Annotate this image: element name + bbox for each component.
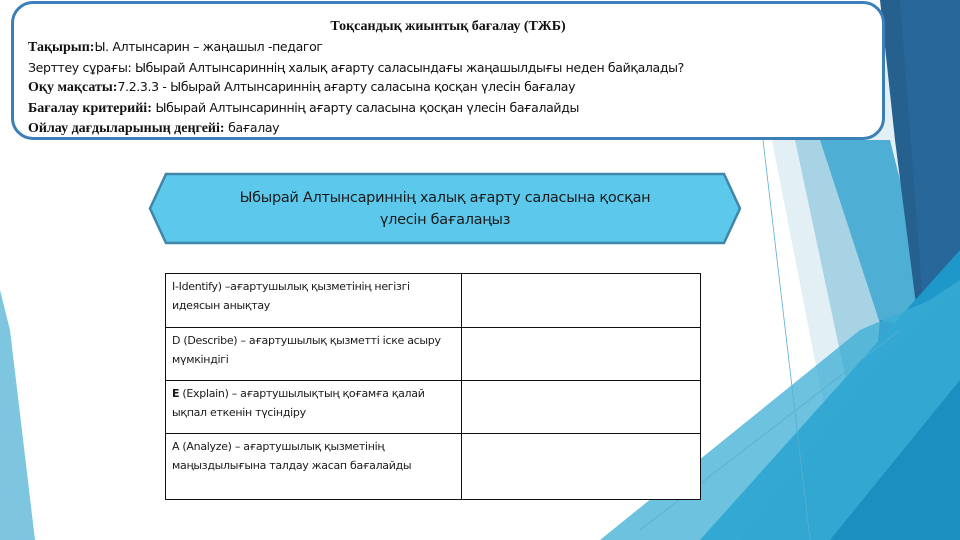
criterion-cell (166, 274, 462, 328)
table-row (166, 381, 701, 434)
criterion-cell (166, 434, 462, 500)
thinking-skills-line (28, 118, 882, 139)
criterion-letter: A (172, 440, 180, 453)
topic-value: Ы. Алтынсарин – жаңашыл -педагог (94, 39, 323, 54)
research-question-value: Зерттеу сұрағы: Ыбырай Алтынсариннің халық ағарту саласындағы жаңашылдығы неден байқалады? (28, 59, 684, 75)
table-row (166, 328, 701, 381)
assessment-info-box (11, 1, 885, 140)
criterion-text: (Analyze) – ағартушылық қызметінің маңыздылығына талдау жасап бағалайды (172, 440, 412, 472)
assessment-criterion-label: Бағалау критерийі: (28, 100, 152, 116)
answer-cell[interactable] (462, 328, 701, 381)
criterion-letter: D (172, 334, 181, 347)
table-row (166, 434, 701, 500)
criterion-text: (Describe) – ағартушылық қызметті іске асыру мүмкіндігі (172, 334, 441, 366)
learning-objective-line (28, 77, 882, 98)
task-banner (148, 172, 742, 245)
thinking-skills-value: бағалау (224, 120, 280, 135)
criterion-text: (Explain) – ағартушылықтың қоғамға қалай ықпал еткенін түсіндіру (172, 387, 425, 419)
learning-objective-value: 7.2.3.3 - Ыбырай Алтынсариннің ағарту саласына қосқан үлесін бағалау (117, 79, 576, 94)
assessment-title: Тоқсандық жиынтық бағалау (ТЖБ) (330, 19, 566, 34)
criterion-letter: I (172, 280, 175, 293)
answer-cell[interactable] (462, 434, 701, 500)
criterion-cell (166, 381, 462, 434)
table-row (166, 274, 701, 328)
assessment-criterion-line (28, 98, 882, 119)
answer-cell[interactable] (462, 381, 701, 434)
criterion-text: -Identify) –ағартушылық қызметінің негізгі идеясын анықтау (172, 280, 410, 312)
assessment-criterion-value: Ыбырай Алтынсариннің ағарту саласына қосқан үлесін бағалайды (151, 99, 580, 115)
criterion-letter: E (172, 387, 180, 400)
criterion-cell (166, 328, 462, 381)
answer-cell[interactable] (462, 274, 701, 328)
banner-line-2: үлесін бағалаңыз (379, 211, 511, 228)
research-question-line (28, 58, 882, 78)
learning-objective-label: Оқу мақсаты: (28, 80, 118, 95)
topic-label: Тақырып: (28, 40, 95, 55)
thinking-skills-label: Ойлау дағдыларының деңгейі: (28, 121, 225, 136)
banner-line-1: Ыбырай Алтынсариннің халық ағарту саласына қосқан (239, 189, 651, 206)
criteria-table (165, 273, 701, 500)
topic-line (28, 37, 882, 58)
